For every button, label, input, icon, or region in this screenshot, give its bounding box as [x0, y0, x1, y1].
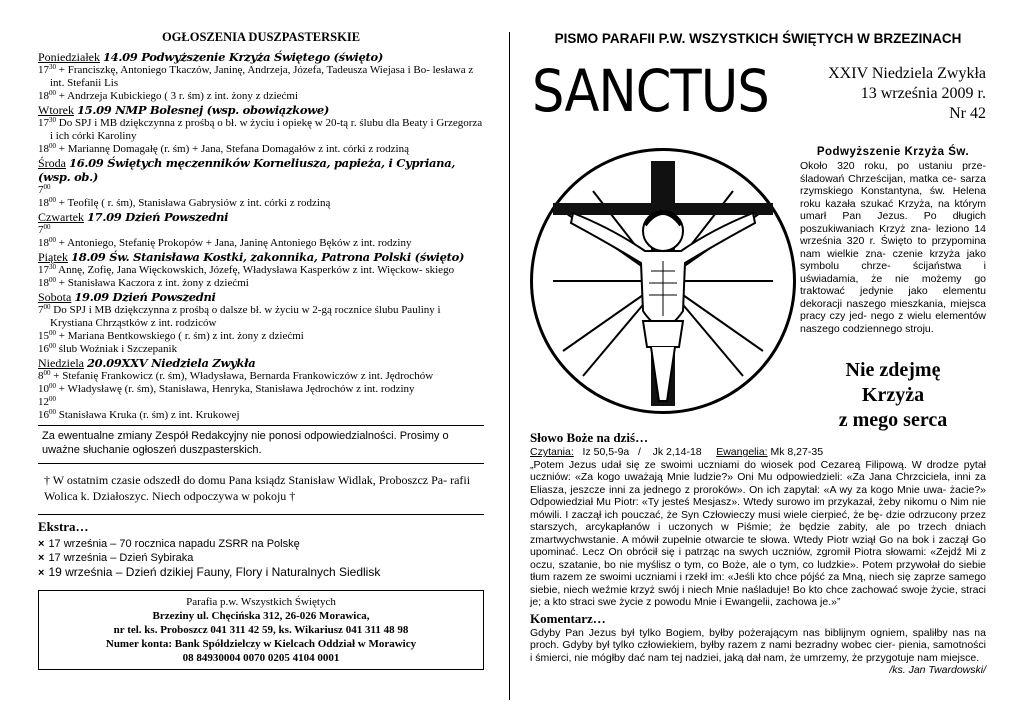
- mass-minute: 00: [49, 89, 56, 97]
- mass-minute: 00: [49, 382, 56, 390]
- mass-hour: 8: [38, 370, 44, 382]
- issue-date: 13 września 2009 r.: [860, 85, 986, 102]
- announcements-list: [38, 50, 484, 422]
- mass-hour: 18: [38, 277, 49, 289]
- day-feast: 20.09XXV Niedziela Zwykła: [86, 356, 256, 370]
- gospel-text: „Potem Jezus udał się ze swoimi uczniami do wiosek pod Cezareą Filipową. W drodze pytał uczniów: «Za kogo uważają Mnie ludzie?» Oni Mu odpowiedzieli: «Za Jana Chrzciciela, inni za Eliasza, jeszcze inni za jednego z proroków». On ich zapytał: «A wy za kogo Mnie uwa- żacie?» Odpowiedział Mu Piotr: «Ty jesteś Mesjasz». Wtedy surowo im przykazał, żeby nikomu o Nim nie mówili. I zaczął ich pouczać, że Syn Człowieczy musi wiele cierpieć, że bę- dzie odrzucony przez starszych, arcykapłanów i uczonych w Piśmie; że będzie zabity, ale po trzech dniach zmartwychwstanie. A mówił zupełnie otwarcie te słowa. Wtedy Piotr wziął Go na bok i zaczął Go upominać. Lecz On obrócił się i patrząc na swych uczniów, zgromił Piotra słowami: «Zejdź Mi z oczu, szatanie, bo nie myślisz o tym, co Boże, ale o tym, co ludzkie». Potem przywołał do siebie tłum razem ze swoimi uczniami i rzekł im: «Jeśli kto chce pójść za Mną, niech się zaprze samego siebie, niech weźmie krzyż swój i niech Mnie naśladuje! Bo kto chce zachować swoje życie, straci je; a kto straci swe życie z powodu Mnie i Ewangelii, zachowa je.»”: [530, 458, 986, 608]
- parish-contact-box: [38, 590, 484, 670]
- mass-intention: ślub Woźniak i Szczepanik: [58, 343, 178, 355]
- headline: [790, 358, 996, 433]
- mass-intention: + Mariana Bentkowskiego ( r. śm) z int. żony z dziećmi: [58, 330, 304, 342]
- mass-hour: 18: [38, 143, 49, 155]
- mass-entry: [38, 409, 484, 422]
- mass-minute: 00: [49, 408, 56, 416]
- mass-intention: + Andrzeja Kubickiego ( 3 r. śm) z int. żony z dziećmi: [58, 90, 299, 102]
- day-name: Sobota: [38, 290, 72, 304]
- day-heading: [38, 156, 484, 184]
- sunday-name: XXIV Niedziela Zwykła: [828, 65, 986, 82]
- mass-entry: [38, 396, 484, 409]
- mass-minute: 30: [49, 116, 56, 124]
- mass-entry: [38, 330, 484, 343]
- day-heading: [38, 290, 484, 304]
- mass-minute: 00: [49, 342, 56, 350]
- mass-intention: + Antoniego, Stefanię Prokopów + Jana, Janinę Antoniego Bęków z int. rodziny: [58, 237, 412, 249]
- headline-line: z mego serca: [838, 409, 948, 431]
- parish-name: Parafia p.w. Wszystkich Świętych: [186, 596, 336, 608]
- day-name: Wtorek: [38, 103, 74, 117]
- headline-line: Krzyża: [861, 384, 925, 406]
- mass-entry: [38, 264, 484, 277]
- mass-hour: 7: [38, 224, 44, 236]
- day-heading: [38, 103, 484, 117]
- mass-hour: 17: [38, 117, 49, 129]
- divider-line: [38, 463, 484, 464]
- mass-hour: 18: [38, 90, 49, 102]
- announcements-title: OGŁOSZENIA DUSZPASTERSKIE: [161, 30, 361, 44]
- day-heading: [38, 50, 484, 64]
- ekstra-item: × 17 września – Dzień Sybiraka: [38, 552, 194, 564]
- parish-account: 08 84930004 0070 0205 4104 0001: [182, 652, 340, 664]
- parish-phones: nr tel. ks. Proboszcz 041 311 42 59, ks. Wikariusz 041 311 48 98: [113, 624, 409, 636]
- mass-entry: [38, 184, 484, 197]
- mass-intention: Stanisława Kruka (r. śm) z int. Krukowej: [58, 409, 240, 421]
- mass-hour: 18: [38, 197, 49, 209]
- mass-hour: 7: [38, 184, 44, 196]
- obituary-note: † W ostatnim czasie odszedł do domu Pana ksiądz Stanisław Widlak, Proboszcz Pa- rafii Wolica k. Działoszyc. Niech odpoczywa w pokoju †: [44, 473, 471, 503]
- divider-line: [38, 514, 484, 515]
- mass-intention: + Stanisława Kaczora z int. żony z dziećmi: [58, 277, 249, 289]
- readings-line: Czytania: Iz 50,5-9a / Jk 2,14-18 Ewangelia: Mk 8,27-35: [530, 446, 824, 458]
- mass-intention: + Władysławę (r. śm), Stanisława, Henryka, Stanisława Jędrochów z int. rodziny: [58, 383, 415, 395]
- mass-minute: 00: [49, 329, 56, 337]
- announcements-column: [38, 28, 484, 670]
- mass-minute: 00: [43, 223, 51, 231]
- day-feast: 15.09 NMP Bolesnej (wsp. obowiązkowe): [76, 103, 329, 117]
- mass-hour: 16: [38, 409, 49, 421]
- word-of-god-title: Słowo Boże na dziś…: [530, 430, 649, 445]
- mass-hour: 10: [38, 383, 49, 395]
- column-divider: [509, 32, 510, 700]
- mass-minute: 30: [49, 63, 56, 71]
- mass-entry: [38, 64, 484, 90]
- cross-mark-icon: ×: [38, 538, 45, 550]
- mass-hour: 12: [38, 396, 49, 408]
- mass-intention: Do SPJ i MB dziękczynna z prośbą o bł. w życiu i opiekę w 20-tą r. ślubu dla Beaty i Grzegorza i ich córki Karoliny: [50, 117, 483, 142]
- parish-bank: Numer konta: Bank Spółdzielczy w Kielcach Oddział w Morawicy: [105, 638, 417, 650]
- masthead: PISMO PARAFII P.W. WSZYSTKICH ŚWIĘTYCH W BRZEZINACH: [554, 31, 962, 46]
- headline-line: Nie zdejmę: [845, 359, 941, 381]
- day-feast: 14.09 Podwyższenie Krzyża Świętego (święto): [102, 50, 384, 64]
- mass-intention: + Teofilę ( r. śm), Stanisława Gabrysiów z int. córki z rodziną: [58, 197, 331, 209]
- cross-mark-icon: ×: [38, 552, 45, 564]
- mass-intention: Annę, Zofię, Jana Więckowskich, Józefę, Władysława Kasperków z int. Więckow- skiego: [58, 264, 455, 276]
- day-name: Piątek: [38, 250, 68, 264]
- day-feast: 16.09 Świętych męczenników Korneliusza, papieża, i Cypriana, (wsp. ob.): [38, 156, 456, 184]
- mass-minute: 00: [49, 276, 56, 284]
- mass-entry: [38, 277, 484, 290]
- mass-minute: 00: [49, 236, 56, 244]
- feast-article: [800, 146, 986, 335]
- mass-hour: 7: [38, 304, 44, 316]
- mass-minute: 00: [43, 303, 51, 311]
- parish-address: Brzeziny ul. Chęcińska 312, 26-026 Morawica,: [152, 610, 370, 622]
- mass-minute: 00: [49, 142, 56, 150]
- mass-entry: [38, 197, 484, 210]
- day-name: Środa: [38, 156, 66, 170]
- mass-minute: 30: [49, 263, 56, 271]
- ekstra-item: × 17 września – 70 rocznica napadu ZSRR na Polskę: [38, 538, 300, 550]
- mass-entry: [38, 117, 484, 143]
- mass-entry: [38, 383, 484, 396]
- day-heading: [38, 210, 484, 224]
- cross-mark-icon: ×: [38, 567, 45, 579]
- mass-entry: [38, 304, 484, 330]
- mass-hour: 15: [38, 330, 49, 342]
- day-feast: 18.09 Św. Stanisława Kostki, zakonnika, Patrona Polski (święto): [71, 250, 465, 264]
- commentary-signature: /ks. Jan Twardowski/: [889, 664, 986, 676]
- issue-number: Nr 42: [949, 105, 986, 122]
- mass-minute: 00: [49, 196, 56, 204]
- mass-intention: + Stefanię Frankowicz (r. śm), Władysława, Bernarda Frankowiczów z int. Jędrochów: [53, 370, 434, 382]
- ekstra-item: × 19 września – Dzień dzikiej Fauny, Flory i Naturalnych Siedlisk: [38, 565, 381, 579]
- day-name: Czwartek: [38, 210, 84, 224]
- day-feast: 17.09 Dzień Powszedni: [86, 210, 229, 224]
- mass-minute: 00: [43, 369, 51, 377]
- day-feast: 19.09 Dzień Powszedni: [74, 290, 216, 304]
- day-heading: [38, 250, 484, 264]
- feast-title: Podwyższenie Krzyża Św.: [816, 146, 970, 158]
- mass-entry: [38, 237, 484, 250]
- sanctus-logo: SANCTUS: [532, 57, 769, 125]
- mass-hour: 18: [38, 237, 49, 249]
- editorial-note: Za ewentualne zmiany Zespół Redakcyjny nie ponosi odpowiedzialności. Prosimy o uważne słuchanie ogłoszeń duszpasterskich.: [42, 430, 449, 456]
- day-heading: [38, 356, 484, 370]
- mass-entry: [38, 224, 484, 237]
- mass-intention: + Franciszkę, Antoniego Tkaczów, Janinę, Andrzeja, Józefa, Tadeusza Wiejasa i Bo- lesława z int. Stefanii Lis: [50, 64, 474, 89]
- crucifix-icon: [533, 151, 793, 411]
- issue-info: [828, 64, 986, 124]
- day-name: Poniedziałek: [38, 50, 100, 64]
- ekstra-section: [38, 519, 484, 580]
- commentary-title: Komentarz…: [530, 610, 606, 626]
- day-name: Niedziela: [38, 356, 84, 370]
- mass-intention: + Mariannę Domagałę (r. śm) + Jana, Stefana Domagałów z int. córki z rodziną: [58, 143, 409, 155]
- word-of-god-section: [530, 430, 986, 677]
- mass-hour: 17: [38, 264, 49, 276]
- mass-hour: 16: [38, 343, 49, 355]
- newsletter-column: [530, 28, 986, 676]
- mass-entry: [38, 143, 484, 156]
- mass-minute: 00: [49, 395, 56, 403]
- mass-entry: [38, 90, 484, 103]
- ekstra-title: Ekstra…: [38, 519, 89, 534]
- mass-hour: 17: [38, 64, 49, 76]
- feast-text: Około 320 roku, po ustaniu prze- śladowań Chrześcijan, matka ce- sarza rzymskiego Konstantyna, św. Helena roku kazała szukać Krzyża, na którym umarł Pan Jezus. Po długich poszukiwaniach Krzyż zna- leziono 14 września 320 r. Święto to przypomina nam wielkie zna- czenie krzyża jako symbolu chrze- ścijaństwa i uświadamia, że nie możemy go traktować jedynie jako elementu dekoracji naszego mieszkania, miejsca pracy czy jed- nego z wielu elementów naszego codziennego stroju.: [800, 160, 986, 335]
- mass-entry: [38, 370, 484, 383]
- commentary-text: Gdyby Pan Jezus był tylko Bogiem, byłby pożerającym nas biblijnym ogniem, spaliłby nas na proch. Gdyby był tylko człowiekiem, byłby razem z nami bezradny wobec cier- pienia, samotności i śmierci, nie mógłby dać nam tej nadziei, jaką dał nam, że umrzemy, że przygotuje nam miejsce. /ks. Jan Twardowski/: [530, 626, 986, 676]
- crucifix-image: [530, 148, 796, 414]
- mass-intention: Do SPJ i MB dziękczynna z prośbą o dalsze bł. w życiu w 2-gą rocznice ślubu Pauliny i Krystiana Chrząstków z int. rodziców: [50, 304, 441, 329]
- mass-entry: [38, 343, 484, 356]
- divider-line: [38, 425, 484, 426]
- mass-minute: 00: [43, 183, 51, 191]
